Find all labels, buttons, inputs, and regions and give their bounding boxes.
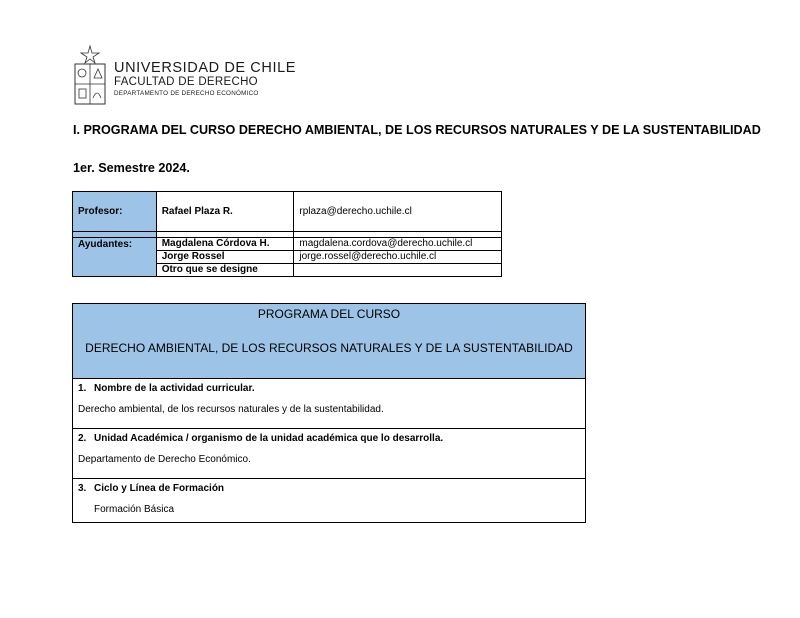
program-table	[72, 303, 586, 523]
section-number: 3.	[78, 483, 87, 494]
assistant-name: Otro que se designe	[156, 264, 294, 277]
assistants-label: Ayudantes:	[73, 238, 157, 277]
professor-name: Rafael Plaza R.	[156, 192, 294, 232]
section-title	[78, 383, 255, 394]
section-body: Departamento de Derecho Económico.	[78, 454, 251, 465]
section-title	[78, 433, 443, 444]
section-title-text: Ciclo y Línea de Formación	[94, 483, 225, 494]
faculty-name: FACULTAD DE DERECHO	[114, 76, 258, 88]
semester-label: 1er. Semestre 2024.	[73, 161, 190, 175]
department-name: DEPARTAMENTO DE DERECHO ECONÓMICO	[114, 90, 259, 97]
section-body: Derecho ambiental, de los recursos naturales y de la sustentabilidad.	[78, 404, 384, 415]
assistant-email: jorge.rossel@derecho.uchile.cl	[294, 251, 502, 264]
assistant-name: Jorge Rossel	[156, 251, 294, 264]
professor-label: Profesor:	[73, 192, 157, 232]
section-title	[78, 483, 224, 494]
professor-row	[73, 192, 502, 232]
program-section	[73, 479, 585, 523]
assistant-name: Magdalena Córdova H.	[156, 238, 294, 251]
professor-email: rplaza@derecho.uchile.cl	[294, 192, 502, 232]
section-title-text: Nombre de la actividad curricular.	[94, 383, 255, 394]
program-header	[73, 304, 585, 379]
program-subheading: DERECHO AMBIENTAL, DE LOS RECURSOS NATURALES Y DE LA SUSTENTABILIDAD	[85, 341, 573, 355]
section-title-text: Unidad Académica / organismo de la unidad académica que lo desarrolla.	[94, 433, 444, 444]
program-section	[73, 429, 585, 479]
program-section	[73, 379, 585, 429]
assistant-row	[73, 238, 502, 251]
section-body: Formación Básica	[94, 504, 175, 515]
assistant-email: magdalena.cordova@derecho.uchile.cl	[294, 238, 502, 251]
coat-of-arms-icon	[74, 42, 108, 106]
program-heading: PROGRAMA DEL CURSO	[257, 307, 401, 321]
section-number: 2.	[78, 433, 87, 444]
university-logo	[74, 42, 297, 106]
university-name: UNIVERSIDAD DE CHILE	[114, 60, 297, 76]
assistant-email	[294, 264, 502, 277]
section-number: 1.	[78, 383, 87, 394]
staff-table	[72, 191, 502, 277]
document-title: I. PROGRAMA DEL CURSO DERECHO AMBIENTAL, DE LOS RECURSOS NATURALES Y DE LA SUSTENTABILIDAD	[73, 123, 761, 137]
